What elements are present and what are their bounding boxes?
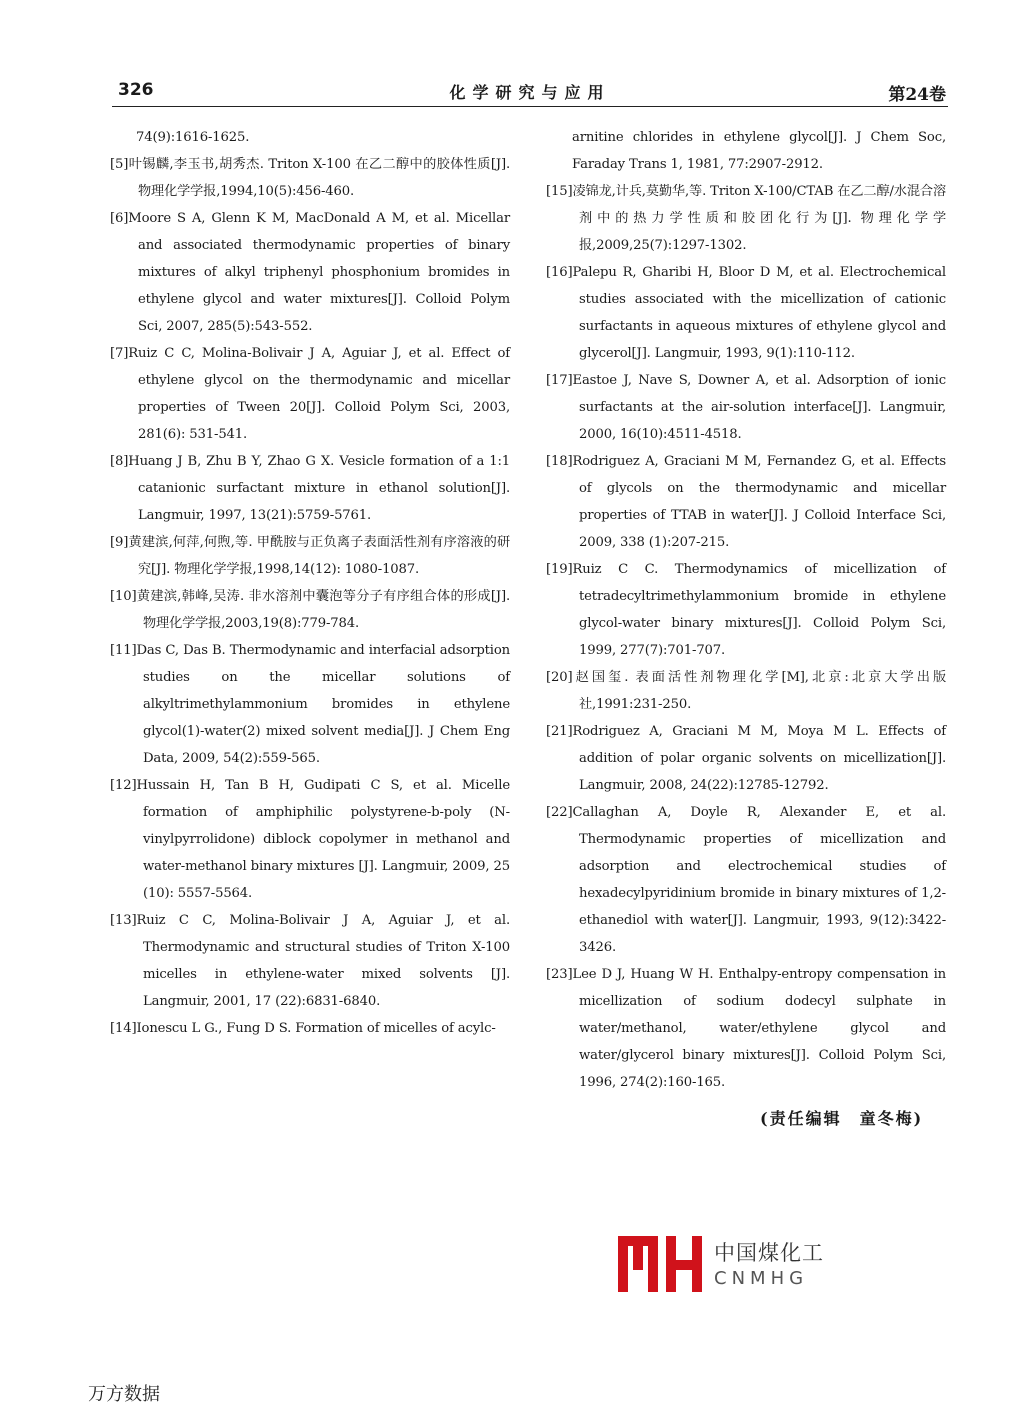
reference-item: [13]Ruiz C C, Molina-Bolivair J A, Aguiar J, et al. Thermodynamic and structural studies of Triton X-100 micelles in ethylene-water mixed solvents [J]. Langmuir, 2001, 17 (22):6831-6840. — [110, 913, 510, 1009]
reference-item: [23]Lee D J, Huang W H. Enthalpy-entropy compensation in micellization of sodium dodecyl sulphate in water/methanol, water/ethylene glycol and water/glycerol binary mixtures[J]. Colloid Polym Sci, 1996, 274(2):160-165. — [546, 967, 946, 1090]
logo-mark — [618, 1236, 702, 1292]
page-number: 326 — [118, 80, 154, 100]
reference-item: arnitine chlorides in ethylene glycol[J]. J Chem Soc, Faraday Trans 1, 1981, 77:2907-2912. — [572, 130, 946, 172]
reference-item: [7]Ruiz C C, Molina-Bolivair J A, Aguiar J, et al. Effect of ethylene glycol on the thermodynamic and micellar properties of Tween 20[J]. Colloid Polym Sci, 2003, 281(6): 531-541. — [110, 346, 510, 442]
reference-item: [9]黄建滨,何萍,何煦,等. 甲酰胺与正负离子表面活性剂有序溶液的研究[J]. 物理化学学报,1998,14(12): 1080-1087. — [110, 535, 510, 577]
reference-item: [17]Eastoe J, Nave S, Downer A, et al. Adsorption of ionic surfactants at the air-solution interface[J]. Langmuir, 2000, 16(10):4511-4518. — [546, 373, 946, 442]
reference-column-right — [546, 124, 946, 1096]
reference-item: [16]Palepu R, Gharibi H, Bloor D M, et al. Electrochemical studies associated with the micellization of cationic surfactants in aqueous mixtures of ethylene glycol and glycerol[J]. Langmuir, 1993, 9(1):110-112. — [546, 265, 946, 361]
reference-item: [5]叶锡麟,李玉书,胡秀杰. Triton X-100 在乙二醇中的胶体性质[J]. 物理化学学报,1994,10(5):456-460. — [110, 157, 510, 199]
reference-column-left — [110, 124, 510, 1042]
reference-item: [20]赵国玺. 表面活性剂物理化学[M],北京:北京大学出版社,1991:231-250. — [546, 670, 946, 712]
reference-item: [11]Das C, Das B. Thermodynamic and interfacial adsorption studies on the micellar solutions of alkyltrimethylammonium bromides in ethylene glycol(1)-water(2) mixed solvent media[J]. J Chem Eng Data, 2009, 54(2):559-565. — [110, 643, 510, 766]
volume-label: 第24卷 — [888, 85, 946, 105]
logo-name-cn: 中国煤化工 — [714, 1241, 824, 1265]
reference-item: [14]Ionescu L G., Fung D S. Formation of micelles of acylc- — [110, 1021, 496, 1036]
journal-title: 化学研究与应用 — [449, 83, 611, 102]
reference-item: [21]Rodriguez A, Graciani M M, Moya M L. Effects of addition of polar organic solvents on micellization[J]. Langmuir, 2008, 24(22):12785-12792. — [546, 724, 946, 793]
reference-item: [10]黄建滨,韩峰,吴涛. 非水溶剂中囊泡等分子有序组合体的形成[J]. 物理化学学报,2003,19(8):779-784. — [110, 589, 510, 631]
logo-name-en: CNMHG — [714, 1268, 809, 1289]
reference-item: [15]凌锦龙,计兵,莫勤华,等. Triton X-100/CTAB 在乙二醇/水混合溶剂中的热力学性质和胶团化行为[J]. 物理化学学报,2009,25(7):1297-1302. — [546, 184, 946, 253]
running-header — [112, 80, 948, 104]
reference-item: [18]Rodriguez A, Graciani M M, Fernandez G, et al. Effects of glycols on the thermodynamic and micellar properties of TTAB in water[J]. J Colloid Interface Sci, 2009, 338 (1):207-215. — [546, 454, 946, 550]
reference-item: [8]Huang J B, Zhu B Y, Zhao G X. Vesicle formation of a 1:1 catanionic surfactant mixture in ethanol solution[J]. Langmuir, 1997, 13(21):5759-5761. — [110, 454, 510, 523]
reference-item: [22]Callaghan A, Doyle R, Alexander E, et al. Thermodynamic properties of micellization and adsorption and electrochemical studies of hexadecylpyridinium bromide in binary mixtures of 1,2-ethanediol with water[J]. Langmuir, 1993, 9(12):3422-3426. — [546, 805, 946, 955]
editor-note: (责任编辑 童冬梅) — [760, 1109, 924, 1128]
reference-item: [6]Moore S A, Glenn K M, MacDonald A M, et al. Micellar and associated thermodynamic properties of binary mixtures of alkyl triphenyl phosphonium bromides in ethylene glycol and water mixtures[J]. Colloid Polym Sci, 2007, 285(5):543-552. — [110, 211, 510, 334]
reference-item: [19]Ruiz C C. Thermodynamics of micellization of tetradecyltrimethylammonium bromide in ethylene glycol-water binary mixtures[J]. Colloid Polym Sci, 1999, 277(7):701-707. — [546, 562, 946, 658]
reference-item: 74(9):1616-1625. — [136, 130, 250, 145]
source-footer: 万方数据 — [88, 1384, 160, 1405]
reference-item: [12]Hussain H, Tan B H, Gudipati C S, et al. Micelle formation of amphiphilic polystyrene-b-poly (N-vinylpyrrolidone) diblock copolymer in methanol and water-methanol binary mixtures [J]. Langmuir, 2009, 25 (10): 5557-5564. — [110, 778, 510, 901]
header-rule — [112, 106, 948, 107]
